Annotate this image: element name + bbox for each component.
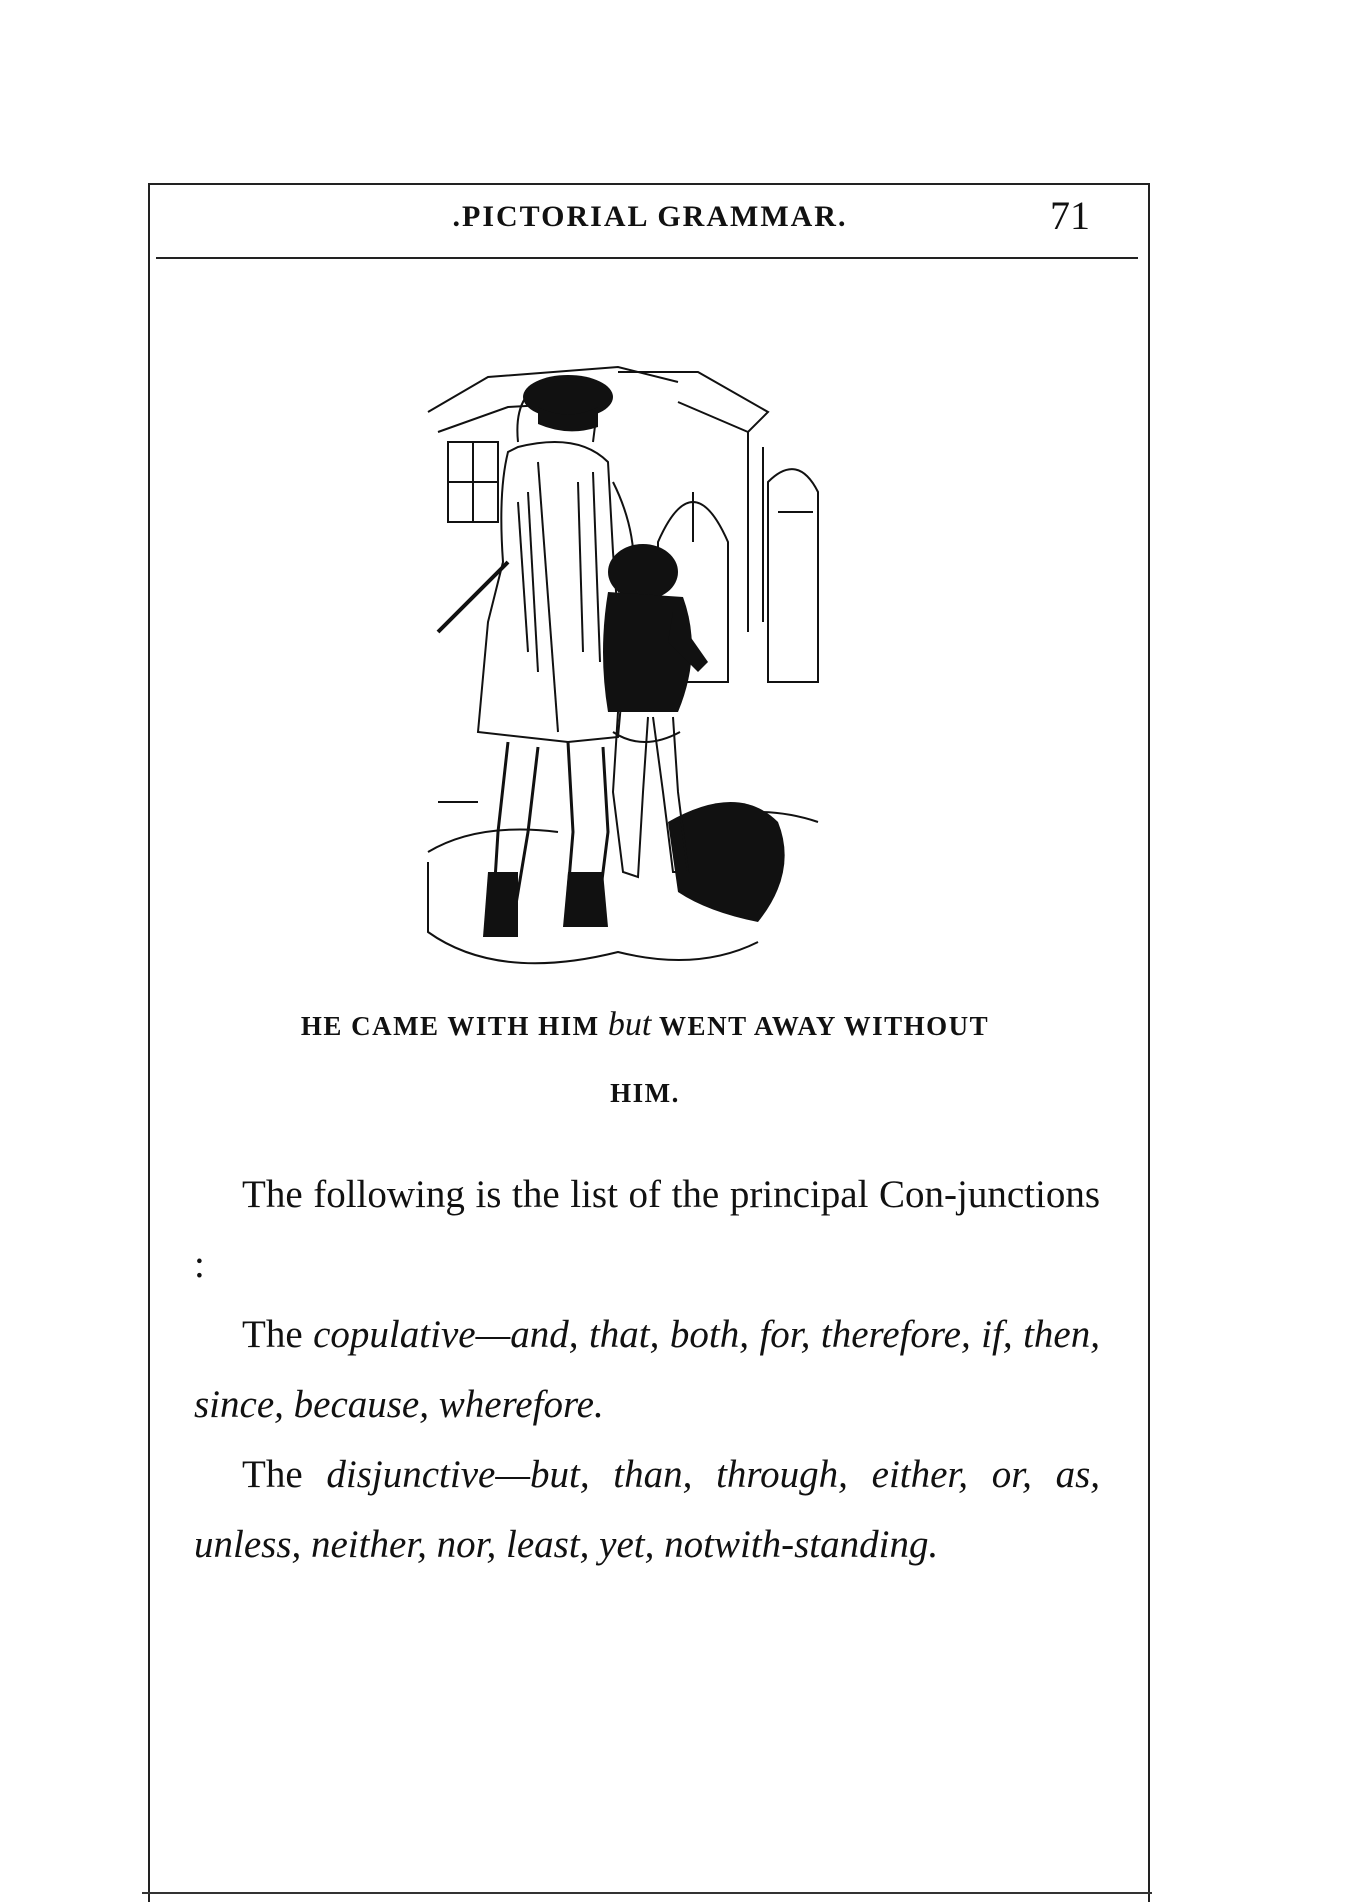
paragraph-lead: The <box>242 1313 314 1356</box>
illustration-caption <box>195 1006 1095 1044</box>
disjunctive-list: —but, than, through, either, or, as, unless, neither, nor, least, yet, notwith-standing. <box>194 1453 1100 1566</box>
copulative-list: —and, that, both, for, therefore, if, then, since, because, wherefore. <box>194 1313 1100 1426</box>
paragraph-lead: The <box>242 1453 327 1496</box>
engraving-man-and-boy-icon <box>418 352 878 982</box>
paragraph-copulative <box>194 1300 1100 1440</box>
caption-text: WENT AWAY WITHOUT <box>651 1011 990 1041</box>
term-copulative: copulative <box>313 1313 476 1356</box>
term-disjunctive: disjunctive <box>326 1453 496 1496</box>
page-number: 71 <box>1050 193 1090 238</box>
caption-text: HE CAME WITH HIM <box>300 1011 608 1041</box>
paragraph-intro: The following is the list of the principal Con-junctions : <box>194 1173 1100 1286</box>
paragraph-disjunctive <box>194 1440 1100 1580</box>
illustration-caption-line-2: HIM. <box>610 1078 680 1108</box>
running-title: .PICTORIAL GRAMMAR. <box>452 200 848 233</box>
bottom-rule <box>142 1892 1152 1894</box>
caption-italic-word: but <box>607 1006 652 1043</box>
header-rule <box>156 257 1138 259</box>
